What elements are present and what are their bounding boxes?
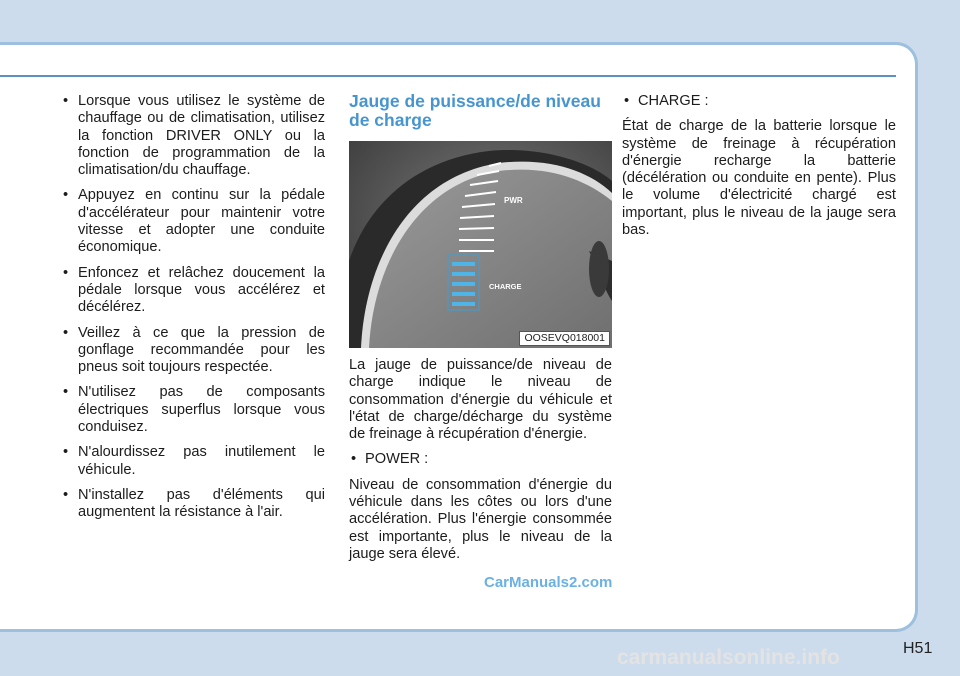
watermark: CarManuals2.com [484, 574, 613, 591]
page-number: H51 [903, 640, 933, 657]
bullet-icon: • [63, 384, 69, 401]
footer-watermark: carmanualsonline.info [617, 646, 840, 669]
left-column [61, 93, 325, 530]
list-item: • N'alourdissez pas inutilement le véhicule. [63, 444, 325, 478]
power-description: Niveau de consommation d'énergie du véhicule dans les côtes ou lors d'une accélération. Plus l'énergie consommée est importante, plus le niveau de la jauge sera élevé. [349, 476, 612, 562]
middle-column [349, 92, 612, 571]
header-rule [0, 75, 896, 77]
list-item: • Enfoncez et relâchez doucement la pédale lorsque vous accélérez et décélérez. [63, 264, 325, 316]
bullet-icon: • [624, 93, 630, 109]
bullet-icon: • [63, 486, 69, 503]
list-item: • Appuyez en continu sur la pédale d'accélérateur pour maintenir votre vitesse et adopter une conduite économique. [63, 187, 325, 256]
figure-code: OOSEVQ018001 [519, 331, 610, 346]
bullet-icon: • [63, 187, 69, 204]
bullet-icon: • [63, 93, 69, 109]
bullet-icon: • [63, 264, 69, 281]
charge-description: État de charge de la batterie lorsque le système de freinage à récupération d'énergie recharge la batterie (décélération ou conduite en pente). Plus le volume d'électricité chargé est important, plus le niveau de la jauge sera bas. [622, 118, 896, 239]
section-heading: Jauge de puissance/de niveau de charge [349, 91, 601, 130]
list-item: • N'utilisez pas de composants électriques superflus lorsque vous conduisez. [63, 384, 325, 436]
power-charge-gauge-illustration [349, 141, 612, 348]
charge-label: • CHARGE : [624, 93, 709, 109]
list-item: • N'installez pas d'éléments qui augmentent la résistance à l'air. [63, 486, 325, 521]
power-label: • POWER : [351, 451, 429, 468]
gauge-figure [349, 141, 612, 348]
eco-driving-tips-list [61, 93, 325, 522]
bullet-icon: • [351, 451, 357, 468]
right-column [622, 93, 896, 247]
list-item: • Veillez à ce que la pression de gonflage recommandée pour les pneus soit toujours respectée. [63, 324, 325, 376]
bullet-icon: • [63, 324, 69, 341]
gauge-label-power: PWR [504, 196, 523, 205]
gauge-intro-text: La jauge de puissance/de niveau de charge indique le niveau de consommation d'énergie du véhicule et l'état de charge/décharge du système de freinage à récupération d'énergie. [349, 357, 612, 443]
list-item: • Lorsque vous utilisez le système de chauffage ou de climatisation, utilisez la fonction DRIVER ONLY ou la fonction de programmation de la climatisation/du chauffage. [63, 93, 325, 179]
bullet-icon: • [63, 444, 69, 461]
gauge-label-charge: CHARGE [489, 282, 522, 291]
